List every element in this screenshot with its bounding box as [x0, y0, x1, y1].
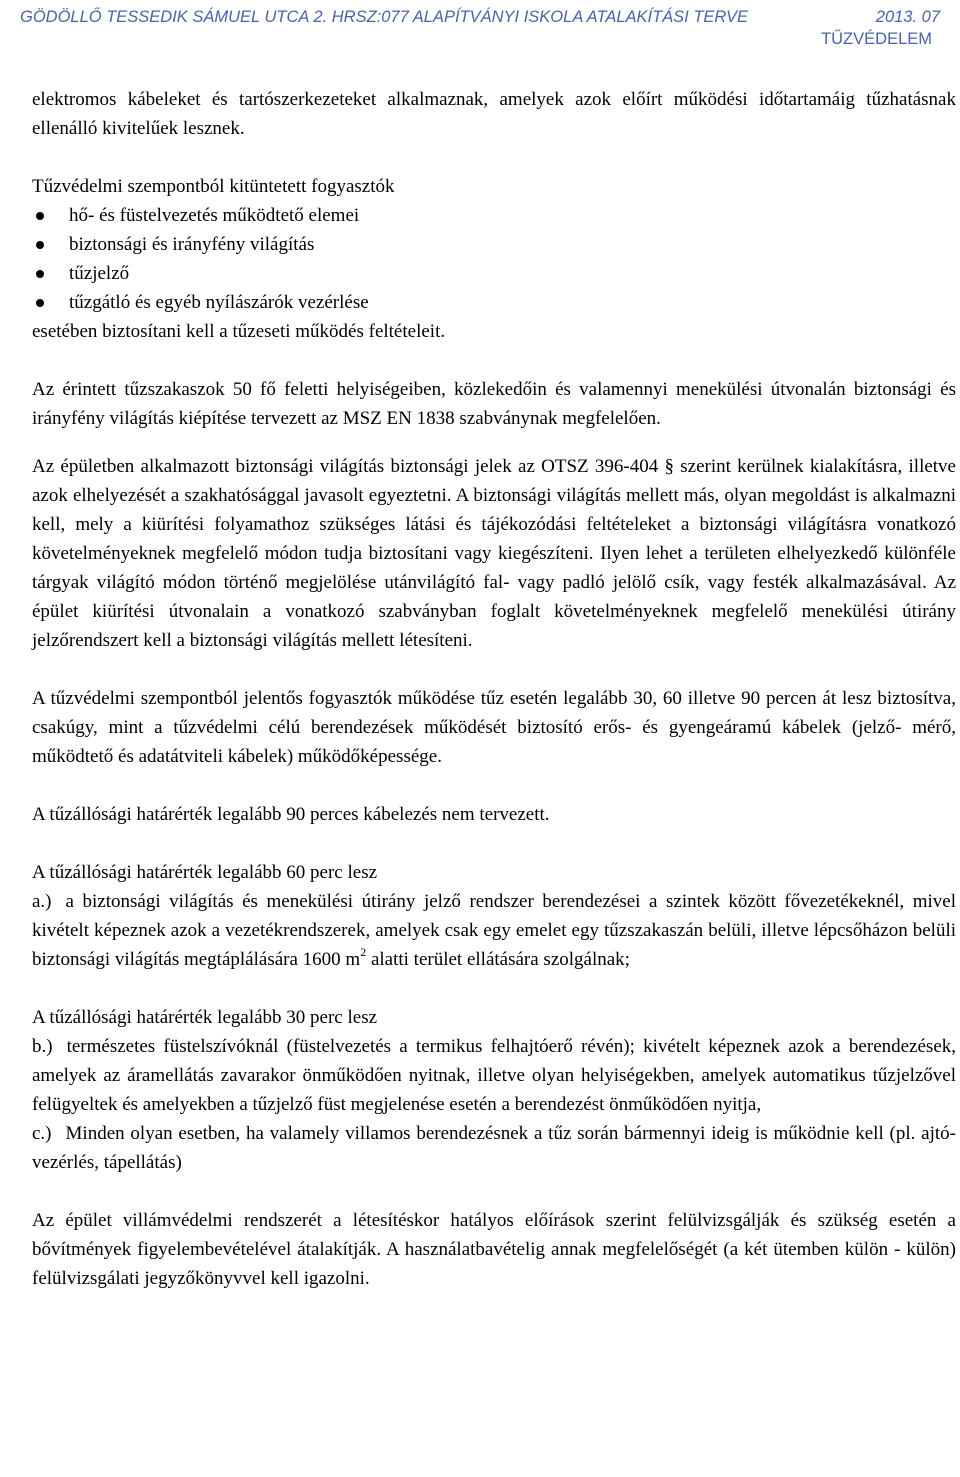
paragraph-lightning-protection: Az épület villámvédelmi rendszerét a létesítéskor hatályos előírások szerint felülvizsgálják és szükség esetén a bővítmények figyelembevételével átalakítják. A használatbavételig annak megfelelőségét (a két ütemben külön - külön) felülvizsgálati jegyzőkönyvvel kell igazolni.	[32, 1210, 956, 1289]
header-title: GÖDÖLLŐ TESSEDIK SÁMUEL UTCA 2. HRSZ:077 ALAPÍTVÁNYI ISKOLA ATALAKÍTÁSI TERVE	[20, 8, 749, 26]
list-item: tűzjelző	[32, 259, 956, 288]
item-a-label: a.)	[32, 891, 52, 912]
paragraph-90-min: A tűzállósági határérték legalább 90 perces kábelezés nem tervezett.	[32, 804, 550, 825]
paragraph-intro: elektromos kábeleket és tartószerkezeteket alkalmaznak, amelyek azok előírt működési időtartamáig tűzhatásnak ellenálló kivitelűek lesznek.	[32, 89, 956, 139]
item-b	[32, 1032, 956, 1119]
item-a	[32, 887, 956, 974]
heading-60-min: A tűzállósági határérték legalább 60 perc lesz	[32, 862, 378, 883]
page-header	[20, 6, 940, 50]
paragraph-escape-lighting: Az érintett tűzszakaszok 50 fő feletti helyiségeiben, közlekedőin és valamennyi menekülési útvonalán biztonsági és irányfény világítás kiépítése tervezett az MSZ EN 1838 szabványnak megfelelően.	[32, 379, 956, 429]
item-a-superscript: 2	[360, 945, 367, 959]
list-item: hő- és füstelvezetés működtető elemei	[32, 201, 956, 230]
item-c	[32, 1119, 956, 1177]
item-a-end: alatti terület ellátására szolgálnak;	[366, 949, 630, 970]
header-row	[20, 6, 940, 28]
consumers-intro: Tűzvédelmi szempontból kitüntetett fogyasztók	[32, 176, 395, 197]
document-body	[32, 85, 956, 1293]
header-date: 2013. 07	[875, 8, 940, 26]
heading-30-min: A tűzállósági határérték legalább 30 perc lesz	[32, 1007, 378, 1028]
item-b-text: természetes füstelszívóknál (füstelvezetés a termikus felhajtóerő révén); kivételt képeznek azok a berendezések, amelyek az áramellátás zavarakor önműködően nyitnak, illetve olyan helyiségekben, amelyek automatikus tűzjelzővel felügyeltek és amelyekben a tűzjelző füst megjelenése esetén a berendezést önműködően nyitja,	[32, 1036, 956, 1115]
list-item: biztonsági és irányfény világítás	[32, 230, 956, 259]
header-subtitle: TŰZVÉDELEM	[821, 30, 932, 48]
list-item: tűzgátló és egyéb nyílászárók vezérlése	[32, 288, 956, 317]
paragraph-safety-signs: Az épületben alkalmazott biztonsági világítás biztonsági jelek az OTSZ 396-404 § szerint kerülnek kialakításra, illetve azok elhelyezését a szakhatósággal javasolt egyeztetni. A biztonsági világítás mellett más, olyan megoldást is alkalmazni kell, mely a kiürítési folyamathoz szükséges látási és tájékozódási feltételeket a biztonsági világításra vonatkozó követelményeknek megfelelő módon tudja biztosítani vagy kiegészíteni. Ilyen lehet a területen elhelyezkedő különféle tárgyak világító módon történő megjelölése utánvilágító fal- vagy padló jelölő csík, vagy festék alkalmazásával. Az épület kiürítési útvonalain a vonatkozó szabványban foglalt követelményeknek megfelelő menekülési útirány jelzőrendszert kell a biztonsági világítás mellett létesíteni.	[32, 456, 956, 651]
consumers-list	[32, 201, 956, 317]
item-c-text: Minden olyan esetben, ha valamely villamos berendezésnek a tűz során bármennyi ideig is működnie kell (pl. ajtó-vezérlés, tápellátás)	[32, 1123, 956, 1173]
item-b-label: b.)	[32, 1036, 53, 1057]
item-c-label: c.)	[32, 1123, 52, 1144]
item-a-text: a biztonsági világítás és menekülési útirány jelző rendszer berendezései a szintek között fővezetékeknél, mivel kivételt képeznek azok a vezetékrendszerek, amelyek csak egy emelet egy tűzszakaszán belüli, illetve lépcsőházon belüli biztonsági világítás megtáplálására 1600 m	[32, 891, 956, 970]
paragraph-duration: A tűzvédelmi szempontból jelentős fogyasztók működése tűz esetén legalább 30, 60 illetve 90 percen át lesz biztosítva, csakúgy, mint a tűzvédelmi célú berendezések működését biztosító erős- és gyengeáramú kábelek (jelző- mérő, működtető és adatátviteli kábelek) működőképessége.	[32, 688, 956, 767]
consumers-outro: esetében biztosítani kell a tűzeseti működés feltételeit.	[32, 321, 446, 342]
